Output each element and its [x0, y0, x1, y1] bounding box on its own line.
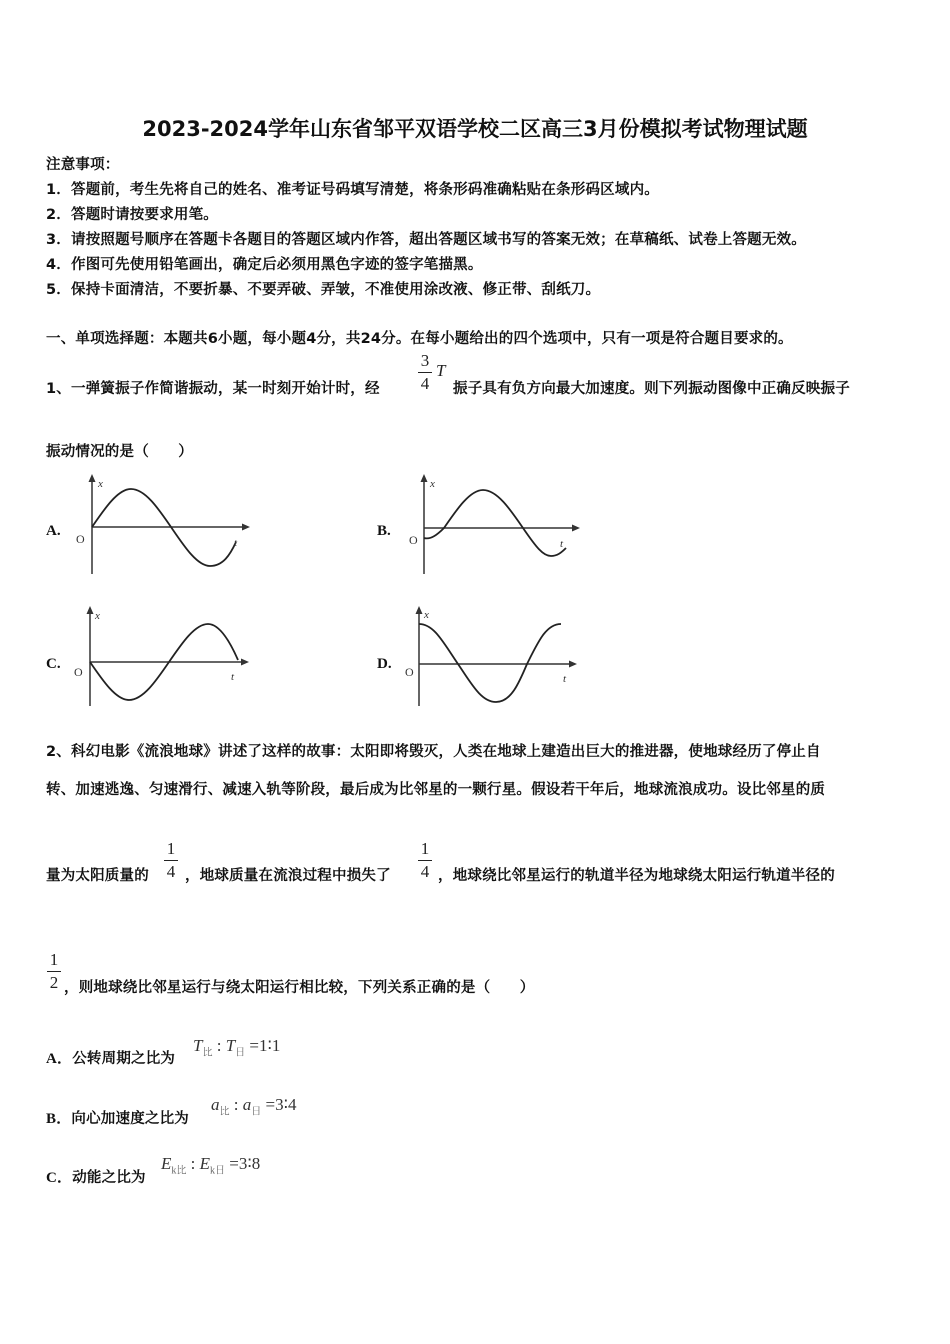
q1-fraction: [418, 351, 446, 393]
q1-text-line2: 振动情况的是（ ）: [46, 444, 193, 460]
q2-line3-c: ，地球绕比邻星运行的轨道半径为地球绕太阳运行轨道半径的: [438, 868, 835, 884]
cosine-curve: [419, 624, 561, 702]
q2-option-a-sym1: T: [193, 1036, 203, 1055]
q2-option-b-label: B．: [46, 1111, 72, 1127]
q1-frac-num: 3: [420, 351, 430, 370]
q2-frac2-num: 1: [420, 839, 430, 858]
q2-line3-a: 量为太阳质量的: [46, 868, 149, 884]
q1-option-c-label[interactable]: C.: [46, 656, 61, 672]
y-axis-arrow: [89, 474, 96, 482]
y-axis-label: x: [424, 609, 429, 621]
q2-option-c-sub1: k比: [171, 1165, 187, 1177]
q2-line4: ，则地球绕比邻星运行与绕太阳运行相比较，下列关系正确的是（ ）: [64, 980, 535, 996]
q2-line1: 2、科幻电影《流浪地球》讲述了这样的故事：太阳即将毁灭，人类在地球上建造出巨大的推进器，使地球经历了停止自: [46, 744, 821, 760]
q2-option-c-text: 动能之比为: [72, 1170, 146, 1186]
q1-frac-bar: [418, 372, 432, 373]
q2-option-b-sub1: 比: [219, 1106, 230, 1118]
y-axis-arrow: [416, 606, 423, 614]
q2-option-c[interactable]: [46, 1166, 146, 1187]
notice-item-2: 2．答题时请按要求用笔。: [46, 207, 218, 223]
q2-frac1-den: 4: [166, 862, 176, 881]
y-axis-arrow: [421, 474, 428, 482]
q1-graph-a[interactable]: [70, 470, 260, 580]
q2-line3-b: ，地球质量在流浪过程中损失了: [185, 868, 391, 884]
q2-frac1-num: 1: [166, 839, 176, 858]
q1-graph-c[interactable]: [70, 602, 260, 712]
q2-frac3-bar: [47, 971, 61, 972]
q1-option-a-label[interactable]: A.: [46, 523, 61, 539]
sine-curve: [424, 490, 566, 556]
q2-option-a-ratio: =1∶1: [249, 1036, 281, 1055]
origin-label: O: [409, 533, 418, 547]
q2-option-b-sub2: 日: [251, 1106, 262, 1118]
notice-item-5: 5．保持卡面清洁，不要折暴、不要弄破、弄皱，不准使用涂改液、修正带、刮纸刀。: [46, 282, 601, 298]
q1-text-part2: 振子具有负方向最大加速度。则下列振动图像中正确反映振子: [453, 381, 850, 397]
section1-heading: 一、单项选择题：本题共6小题，每小题4分，共24分。在每小题给出的四个选项中，只有一项是符合题目要求的。: [46, 331, 793, 347]
q2-option-a-sub2: 日: [235, 1047, 246, 1059]
q1-option-b-label[interactable]: B.: [377, 523, 391, 539]
q2-option-a[interactable]: [46, 1047, 175, 1068]
q1-frac-den: 4: [420, 374, 430, 393]
x-axis-label: t: [231, 671, 235, 683]
q2-option-c-sub2: k日: [210, 1165, 226, 1177]
q2-fraction-2: [418, 840, 432, 881]
q2-option-c-ratio: =3∶8: [229, 1154, 261, 1173]
q2-option-b[interactable]: [46, 1107, 189, 1128]
x-axis-arrow: [242, 524, 250, 531]
x-axis-label: t: [234, 537, 238, 549]
q2-option-c-sym2: E: [199, 1154, 211, 1173]
q1-option-d-label[interactable]: D.: [377, 656, 392, 672]
q2-option-b-ratio: =3∶4: [265, 1095, 297, 1114]
q2-option-b-sym1: a: [211, 1095, 220, 1114]
q2-frac1-bar: [164, 860, 178, 861]
notice-item-3: 3．请按照题号顺序在答题卡各题目的答题区域内作答，超出答题区域书写的答案无效；在草稿纸、试卷上答题无效。: [46, 232, 806, 248]
origin-label: O: [74, 665, 83, 679]
q1-graph-d[interactable]: [403, 602, 593, 712]
notice-heading: 注意事项：: [46, 157, 120, 173]
q2-option-a-text: 公转周期之比为: [72, 1051, 176, 1067]
page-title: 2023-2024学年山东省邹平双语学校二区高三3月份模拟考试物理试题: [142, 117, 808, 141]
y-axis-label: x: [98, 478, 103, 490]
x-axis-label: t: [563, 673, 567, 685]
q2-option-c-label: C．: [46, 1170, 73, 1186]
y-axis-label: x: [430, 478, 435, 490]
q2-option-a-sub1: 比: [202, 1047, 213, 1059]
q2-option-b-sym2: a: [242, 1095, 252, 1114]
y-axis-label: x: [95, 610, 100, 622]
q2-option-a-label: A．: [46, 1051, 73, 1067]
q2-option-c-sym1: E: [161, 1154, 172, 1173]
q2-frac2-den: 4: [420, 862, 430, 881]
y-axis-arrow: [87, 606, 94, 614]
q2-line2: 转、加速逃逸、匀速滑行、减速入轨等阶段，最后成为比邻星的一颗行星。假设若干年后，地球流浪成功。设比邻星的质: [46, 782, 826, 798]
origin-label: O: [405, 665, 414, 679]
q2-frac3-num: 1: [49, 950, 59, 969]
q2-frac3-den: 2: [49, 973, 59, 992]
x-axis-arrow: [569, 661, 577, 668]
q1-text-part1: 1、一弹簧振子作简谐振动，某一时刻开始计时，经: [46, 381, 380, 397]
q2-option-b-formula: $a_比$ : $a_日$ =3∶4: [211, 1095, 297, 1118]
origin-label: O: [76, 532, 85, 546]
q1-graph-b[interactable]: [403, 470, 593, 580]
x-axis-arrow: [572, 525, 580, 532]
q2-option-a-formula: $T_比$ : $T_日$ =1∶1: [193, 1036, 281, 1059]
q2-fraction-1: [164, 840, 178, 881]
q1-frac-var: T: [436, 361, 446, 380]
notice-item-1: 1．答题前，考生先将自己的姓名、准考证号码填写清楚，将条形码准确粘贴在条形码区域内。: [46, 182, 659, 198]
x-axis-label: t: [560, 538, 564, 550]
x-axis-arrow: [241, 659, 249, 666]
q2-option-a-sym2: T: [225, 1036, 236, 1055]
q2-option-b-text: 向心加速度之比为: [71, 1111, 190, 1127]
q2-frac2-bar: [418, 860, 432, 861]
q2-option-c-formula: $E_{k比}$ : $E_{k日}$ =3∶8: [161, 1154, 261, 1177]
notice-item-4: 4．作图可先使用铅笔画出，确定后必须用黑色字迹的签字笔描黑。: [46, 257, 483, 273]
q2-fraction-3: [47, 951, 61, 992]
